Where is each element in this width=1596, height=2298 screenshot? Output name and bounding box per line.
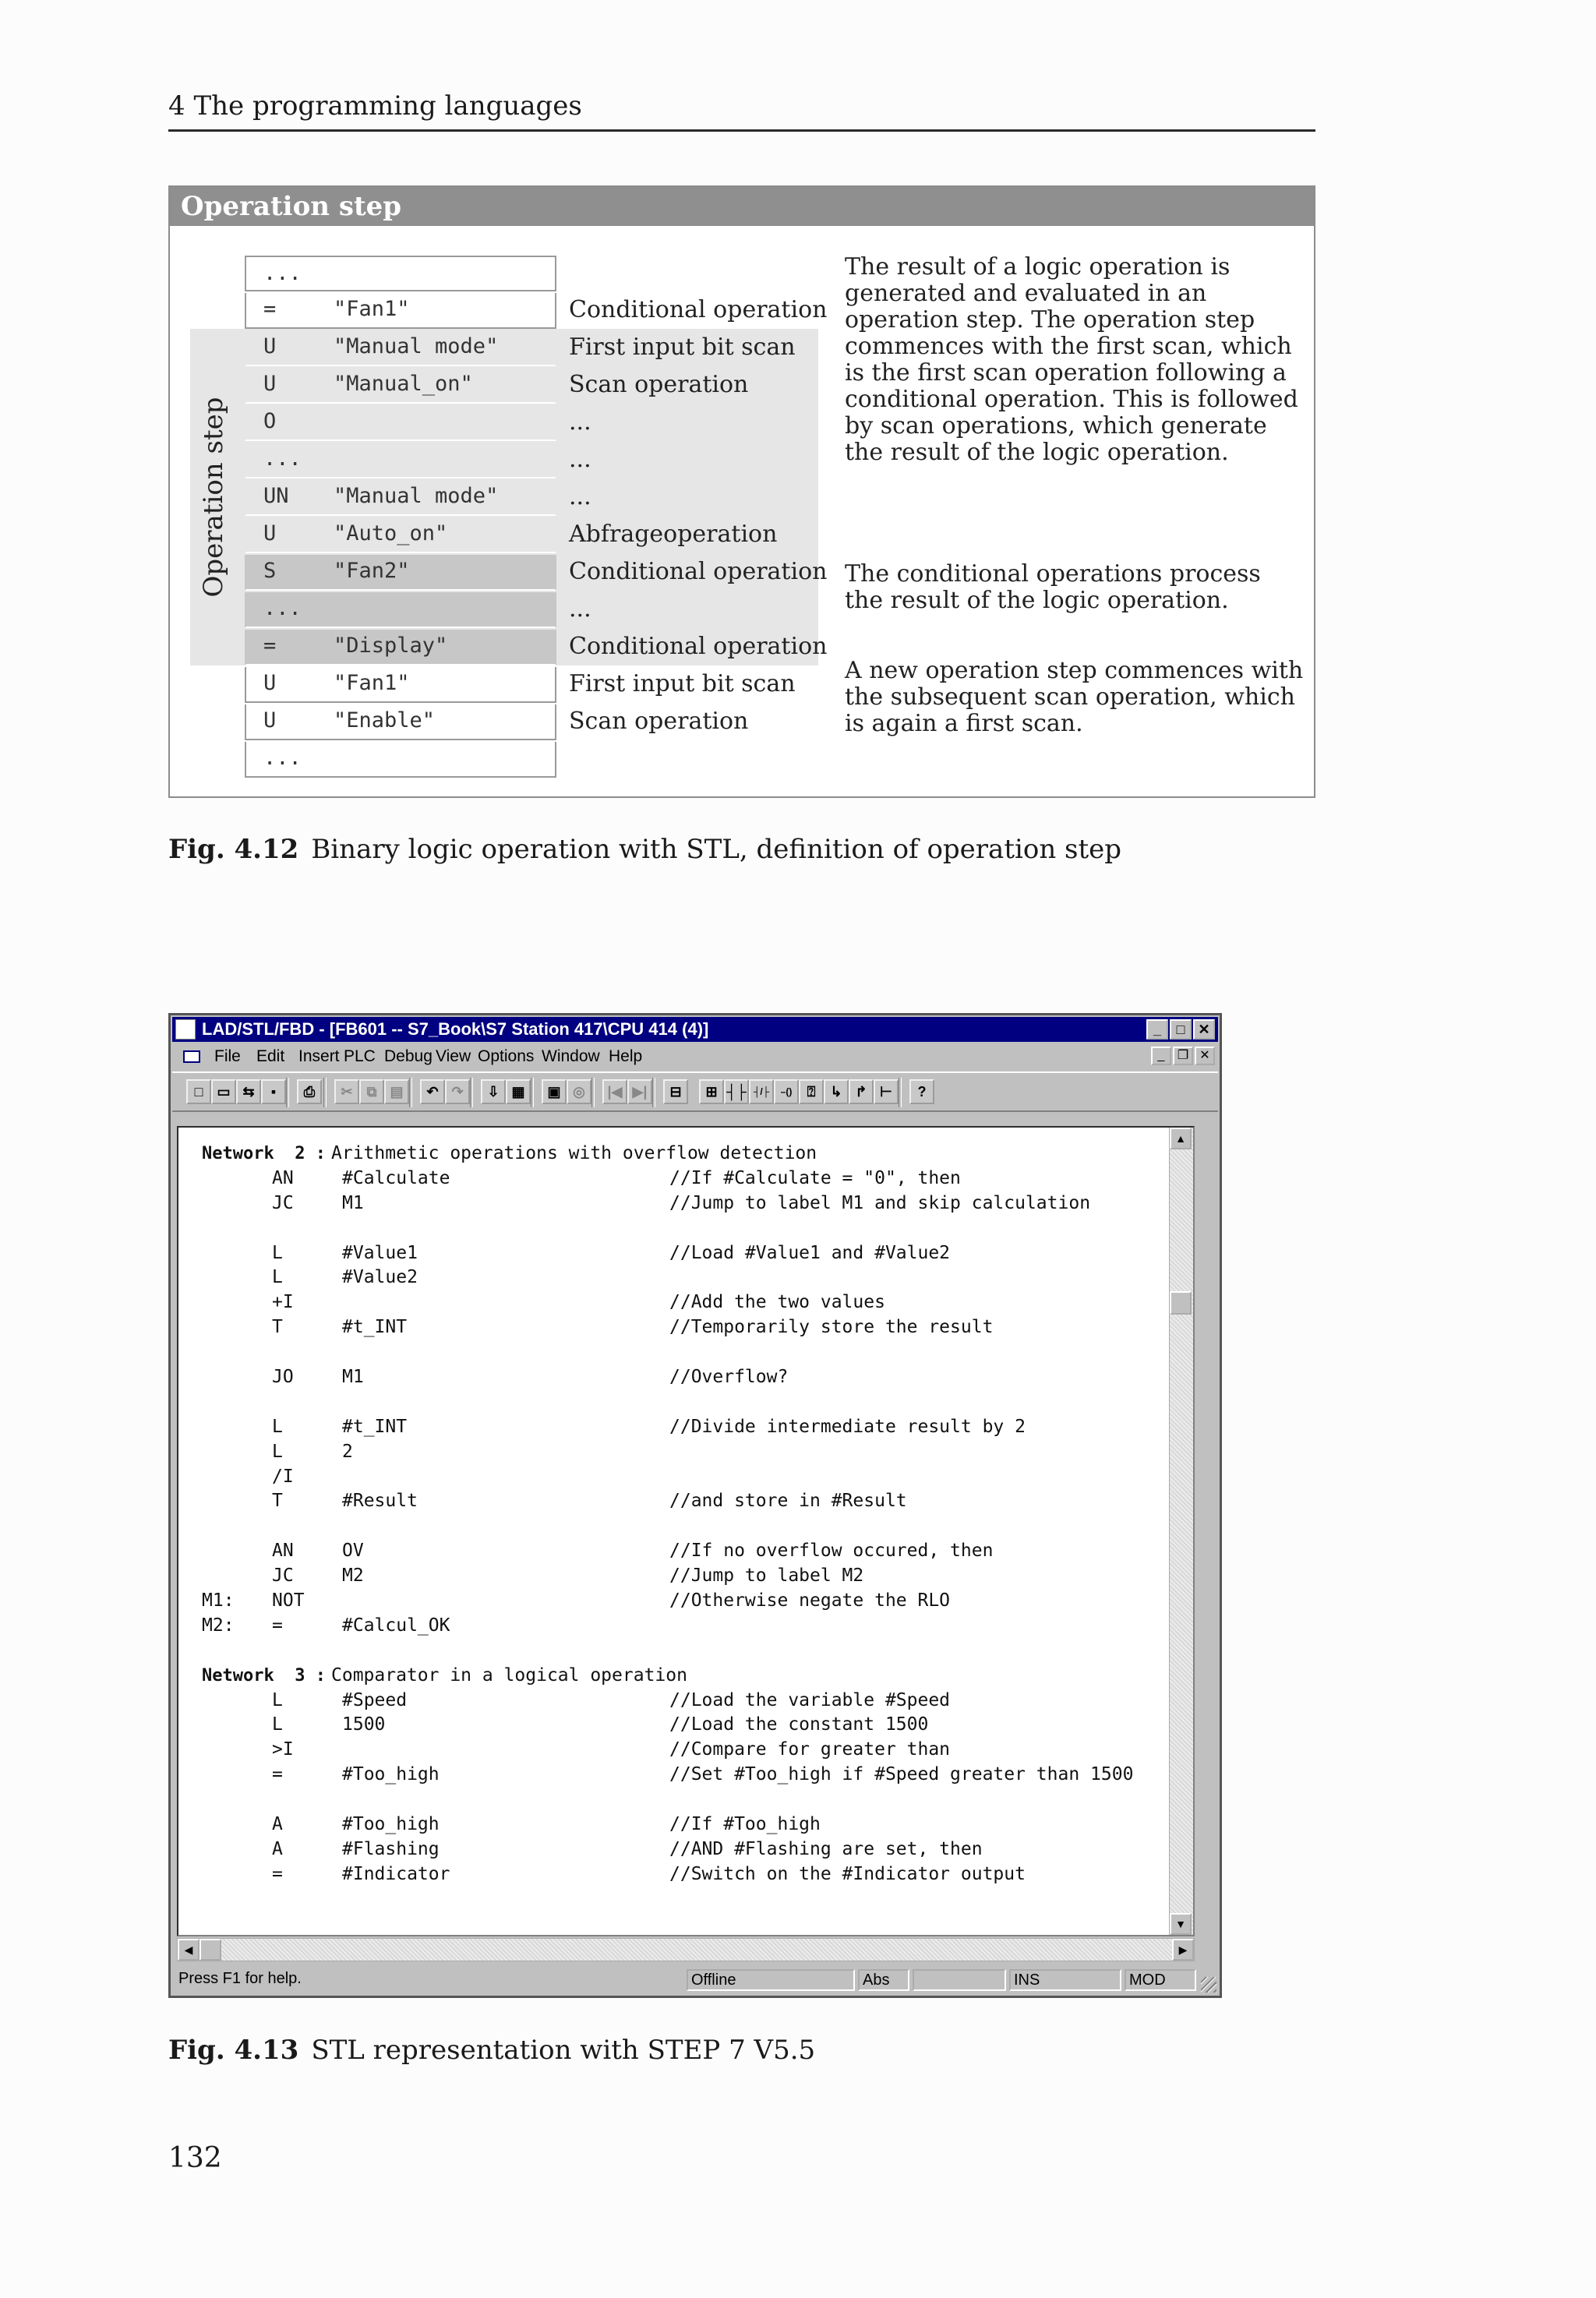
row-description: ...: [569, 408, 591, 436]
branch-open-icon[interactable]: ↳: [824, 1079, 849, 1104]
paste-icon[interactable]: ▤: [384, 1079, 409, 1104]
row-description: Conditional operation: [569, 558, 828, 585]
menu-file[interactable]: File: [214, 1047, 241, 1065]
comment: //Switch on the #Indicator output: [669, 1863, 1026, 1884]
no-contact-icon[interactable]: ┤├: [724, 1079, 749, 1104]
toolbar: [172, 1071, 1218, 1112]
figure-caption-4-12: Fig. 4.12 Binary logic operation with STL, definition of operation step: [168, 834, 1122, 865]
stl-instruction: =: [263, 634, 277, 658]
stl-operand: "Fan2": [334, 559, 410, 583]
doc-restore-icon[interactable]: ❐: [1173, 1047, 1193, 1065]
operand: M2: [342, 1566, 364, 1587]
properties-icon[interactable]: ◎: [567, 1079, 591, 1104]
comment: //Load #Value1 and #Value2: [669, 1242, 951, 1263]
comment: //Overflow?: [669, 1367, 789, 1388]
print-icon[interactable]: ⎙: [297, 1079, 322, 1104]
comment: //and store in #Result: [669, 1491, 907, 1512]
stl-operand: "Manual_on": [334, 372, 473, 396]
comment: //Divide intermediate result by 2: [669, 1416, 1026, 1437]
status-modified: MOD: [1125, 1969, 1196, 1991]
instruction: AN: [272, 1541, 294, 1562]
stl-instruction: ...: [263, 596, 302, 620]
toolbar-separator: [531, 1078, 534, 1107]
instruction: =: [272, 1615, 283, 1636]
comment: //Set #Too_high if #Speed greater than 1500: [669, 1764, 1134, 1785]
operation-step-vertical-label: Operation step: [198, 397, 229, 598]
network-icon[interactable]: ⊞: [699, 1079, 724, 1104]
row-description: Scan operation: [569, 708, 749, 735]
stl-row: [245, 480, 556, 516]
menu-options[interactable]: Options: [478, 1047, 535, 1065]
split-icon[interactable]: ⊟: [663, 1079, 688, 1104]
undo-icon[interactable]: ↶: [420, 1079, 445, 1104]
copy-icon[interactable]: ⧉: [359, 1079, 384, 1104]
toolbar-separator: [323, 1078, 327, 1107]
figure-header: Operation step: [170, 187, 1314, 226]
status-insert: INS: [1009, 1969, 1121, 1991]
open-icon[interactable]: ▭: [211, 1079, 236, 1104]
resize-grip-icon[interactable]: [1201, 1977, 1216, 1993]
minimize-icon[interactable]: _: [1146, 1019, 1168, 1040]
instruction: T: [272, 1491, 283, 1512]
toolbar-separator: [409, 1078, 412, 1107]
new-icon[interactable]: □: [186, 1079, 211, 1104]
title-bar[interactable]: [172, 1017, 1218, 1042]
nc-contact-icon[interactable]: ┤/├: [749, 1079, 774, 1104]
next-icon[interactable]: ▶|: [627, 1079, 652, 1104]
row-description: Scan operation: [569, 371, 749, 398]
stl-row: [245, 443, 556, 478]
empty-box-icon[interactable]: ⍰: [799, 1079, 824, 1104]
row-description: [569, 740, 818, 778]
comment: //If no overflow occured, then: [669, 1541, 994, 1562]
stl-instruction: ...: [263, 261, 302, 285]
row-description: ...: [569, 595, 591, 623]
stl-row: [245, 704, 556, 740]
stl-row: [245, 293, 556, 329]
redo-icon[interactable]: ↷: [445, 1079, 470, 1104]
row-description: First input bit scan: [569, 334, 796, 361]
toolbar-separator: [286, 1078, 289, 1107]
stl-row: [245, 368, 556, 404]
stl-table: [245, 254, 556, 778]
operand: OV: [342, 1541, 364, 1562]
comment: //Temporarily store the result: [669, 1317, 994, 1338]
toolbar-separator: [652, 1078, 655, 1107]
window-title: LAD/STL/FBD - [FB601 -- S7_Book\S7 Station 417\CPU 414 (4)]: [202, 1019, 709, 1039]
monitor-icon[interactable]: ▦: [506, 1079, 531, 1104]
stl-row: [245, 742, 556, 778]
stl-operand: "Fan1": [334, 671, 410, 695]
instruction: NOT: [272, 1590, 305, 1611]
menu-view[interactable]: View: [436, 1047, 471, 1065]
instruction: L: [272, 1267, 283, 1288]
previous-icon[interactable]: |◀: [602, 1079, 627, 1104]
instruction: =: [272, 1764, 283, 1785]
horizontal-scrollbar[interactable]: [177, 1938, 1195, 1961]
connection-icon[interactable]: ⊢: [874, 1079, 899, 1104]
menu-debug[interactable]: Debug: [384, 1047, 433, 1065]
stl-operand: "Fan1": [334, 297, 410, 321]
stl-operand: "Manual mode": [334, 484, 499, 508]
status-mode: Offline: [687, 1969, 855, 1991]
scroll-thumb[interactable]: [1170, 1291, 1192, 1315]
stl-operand: "Enable": [334, 708, 436, 732]
comment: //Add the two values: [669, 1292, 885, 1313]
instruction: L: [272, 1416, 283, 1437]
stl-instruction: O: [263, 409, 277, 433]
stl-instruction: U: [263, 671, 277, 695]
comment: //If #Calculate = "0", then: [669, 1167, 961, 1188]
accessible-nodes-icon[interactable]: ⇆: [236, 1079, 261, 1104]
comment: //AND #Flashing are set, then: [669, 1838, 983, 1859]
doc-close-icon[interactable]: ✕: [1195, 1047, 1215, 1065]
scroll-left-icon[interactable]: ◀: [178, 1939, 200, 1961]
jump-label: M2:: [202, 1615, 235, 1636]
doc-minimize-icon[interactable]: _: [1151, 1047, 1171, 1065]
figure-caption-4-13: Fig. 4.13 STL representation with STEP 7 V5.5: [168, 2035, 816, 2066]
document-icon[interactable]: [183, 1050, 200, 1063]
stl-row: [245, 256, 556, 291]
instruction: /I: [272, 1466, 294, 1487]
stl-row: [245, 592, 556, 628]
comment: //Load the variable #Speed: [669, 1689, 951, 1710]
network-label: Network 3 :: [202, 1665, 326, 1686]
operand: M1: [342, 1367, 364, 1388]
operand: #Calcul_OK: [342, 1615, 450, 1636]
row-description: [569, 254, 818, 291]
menu-insert[interactable]: Insert: [298, 1047, 340, 1065]
operand: #Speed: [342, 1689, 408, 1710]
scroll-right-icon[interactable]: ▶: [1172, 1939, 1194, 1961]
explanation-3: A new operation step commences with the subsequent scan operation, which is again a first scan.: [845, 657, 1304, 737]
stl-instruction: =: [263, 297, 277, 321]
toolbar-separator: [899, 1078, 902, 1107]
row-description: ...: [569, 446, 591, 473]
stl-instruction: UN: [263, 484, 289, 508]
instruction: JO: [272, 1367, 294, 1388]
operand: 1500: [342, 1714, 386, 1735]
download-icon[interactable]: ⇩: [481, 1079, 506, 1104]
scroll-up-icon[interactable]: ▲: [1170, 1128, 1192, 1149]
scroll-h-thumb[interactable]: [200, 1939, 221, 1961]
network-title: Comparator in a logical operation: [331, 1664, 687, 1686]
coil-icon[interactable]: –(): [774, 1079, 799, 1104]
operand: 2: [342, 1441, 353, 1462]
stl-instruction: S: [263, 559, 277, 583]
comment: //Load the constant 1500: [669, 1714, 929, 1735]
maximize-icon[interactable]: □: [1170, 1019, 1192, 1040]
running-head: 4 The programming languages: [168, 89, 1315, 132]
operand: M1: [342, 1192, 364, 1213]
status-help: Press F1 for help.: [178, 1970, 302, 1987]
instruction: +I: [272, 1292, 294, 1313]
operand: #Value2: [342, 1267, 418, 1288]
row-description: First input bit scan: [569, 670, 796, 697]
stl-instruction: U: [263, 708, 277, 732]
menu-edit[interactable]: Edit: [256, 1047, 285, 1065]
instruction: L: [272, 1689, 283, 1710]
instruction: A: [272, 1838, 283, 1859]
overview-icon[interactable]: ▣: [542, 1079, 567, 1104]
page-number: 132: [168, 2142, 222, 2174]
network-title: Arithmetic operations with overflow detection: [331, 1143, 817, 1163]
operand: #Calculate: [342, 1167, 450, 1188]
comment: //Jump to label M1 and skip calculation: [669, 1192, 1091, 1213]
comment: //Otherwise negate the RLO: [669, 1590, 951, 1611]
app-icon: [175, 1019, 196, 1040]
menu-bar: [172, 1043, 1218, 1070]
menu-plc[interactable]: PLC: [344, 1047, 376, 1065]
stl-row: [245, 405, 556, 441]
close-icon[interactable]: ✕: [1193, 1019, 1215, 1040]
operand: #Value1: [342, 1242, 418, 1263]
stl-row: [245, 517, 556, 553]
stl-instruction: ...: [263, 746, 302, 770]
branch-close-icon[interactable]: ↱: [849, 1079, 874, 1104]
instruction: JC: [272, 1192, 294, 1213]
row-description: ...: [569, 483, 591, 510]
scroll-down-icon[interactable]: ▼: [1170, 1913, 1192, 1935]
explanation-1: The result of a logic operation is generated and evaluated in an operation step. The operation step commences with the first scan, which is the first scan operation following a conditional operation. This is followed by scan operations, which generate the result of the logic operation.: [845, 253, 1298, 466]
lad-stl-fbd-window: [168, 1013, 1222, 1998]
operand: #t_INT: [342, 1317, 408, 1338]
description-column: [569, 254, 828, 778]
row-description: Conditional operation: [569, 633, 828, 660]
network-label: Network 2 :: [202, 1144, 326, 1163]
instruction: L: [272, 1441, 283, 1462]
stl-row: [245, 667, 556, 703]
cut-icon[interactable]: ✂: [334, 1079, 359, 1104]
comment: //Jump to label M2: [669, 1566, 864, 1587]
instruction: T: [272, 1317, 283, 1338]
stl-row: [245, 630, 556, 665]
instruction: >I: [272, 1739, 294, 1760]
menu-window[interactable]: Window: [542, 1047, 600, 1065]
stl-instruction: U: [263, 334, 277, 358]
toolbar-separator: [470, 1078, 473, 1107]
row-description: Conditional operation: [569, 296, 828, 323]
stl-row: [245, 555, 556, 591]
instruction: =: [272, 1863, 283, 1884]
instruction: AN: [272, 1167, 294, 1188]
stl-operand: "Manual mode": [334, 334, 499, 358]
instruction: L: [272, 1714, 283, 1735]
operand: #t_INT: [342, 1416, 408, 1437]
instruction: JC: [272, 1566, 294, 1587]
operand: #Flashing: [342, 1838, 440, 1859]
save-icon[interactable]: ▪: [261, 1079, 286, 1104]
stl-operand: "Display": [334, 634, 448, 658]
stl-operand: "Auto_on": [334, 521, 448, 545]
stl-row: [245, 330, 556, 366]
operand: #Indicator: [342, 1863, 450, 1884]
instruction: L: [272, 1242, 283, 1263]
stl-instruction: U: [263, 372, 277, 396]
comment: //If #Too_high: [669, 1814, 821, 1835]
stl-editor[interactable]: [177, 1126, 1195, 1936]
explanation-2: The conditional operations process the result of the logic operation.: [845, 560, 1261, 614]
row-description: Abfrageoperation: [569, 521, 778, 548]
operand: #Result: [342, 1491, 418, 1512]
status-blank: [913, 1969, 1006, 1991]
vertical-scrollbar[interactable]: [1169, 1128, 1193, 1935]
figure-4-12: [168, 185, 1315, 798]
status-bar: [172, 1966, 1218, 1994]
stl-instruction: ...: [263, 447, 302, 471]
jump-label: M1:: [202, 1590, 235, 1611]
operand: #Too_high: [342, 1764, 440, 1785]
menu-help[interactable]: Help: [609, 1047, 643, 1065]
status-address: Abs: [858, 1969, 909, 1991]
toolbar-separator: [591, 1078, 595, 1107]
instruction: A: [272, 1814, 283, 1835]
comment: //Compare for greater than: [669, 1739, 951, 1760]
help-icon[interactable]: ?: [909, 1079, 934, 1104]
operand: #Too_high: [342, 1814, 440, 1835]
stl-instruction: U: [263, 521, 277, 545]
